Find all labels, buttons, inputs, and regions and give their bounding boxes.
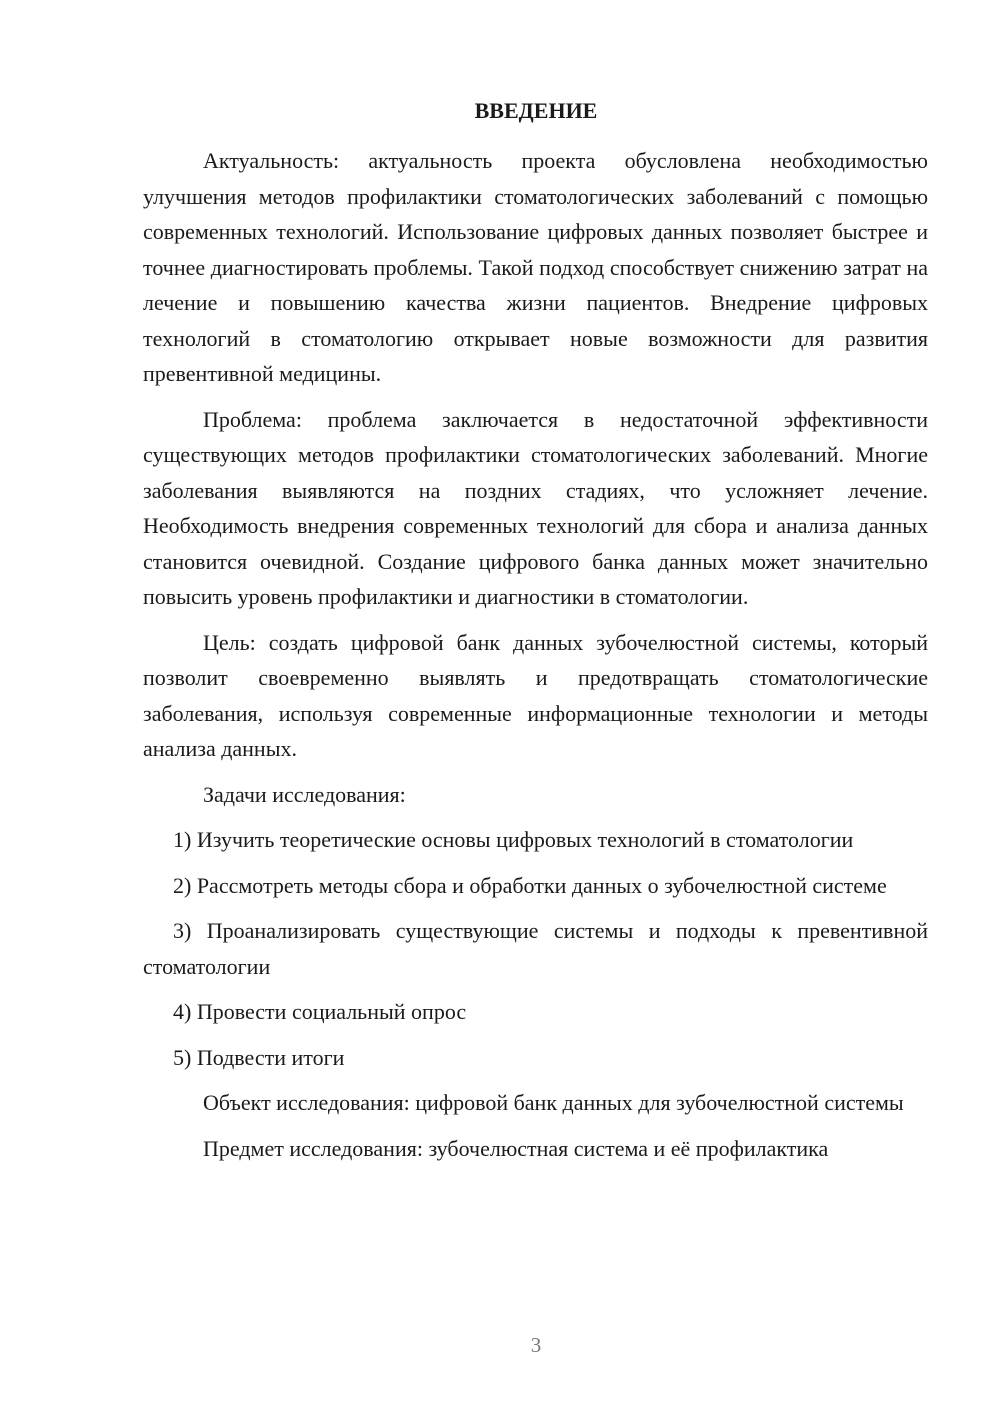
task-list-item: 5) Подвести итоги bbox=[173, 1044, 345, 1070]
task-list-item: 2) Рассмотреть методы сбора и обработки данных о зубочелюстной системе bbox=[173, 872, 887, 898]
paragraph-relevance: Актуальность: актуальность проекта обусловлена необходимостью улучшения методов профилактики стоматологических заболеваний с помощью современных технологий. Использование цифровых данных позволяет быстрее и точнее диагностировать проблемы. Такой подход способствует снижению затрат на лечение и повышению качества жизни пациентов. Внедрение цифровых технологий в стоматологию открывает новые возможности для развития превентивной медицины. bbox=[143, 148, 928, 386]
paragraph-subject: Предмет исследования: зубочелюстная система и её профилактика bbox=[203, 1135, 829, 1161]
task-list-item: 1) Изучить теоретические основы цифровых технологий в стоматологии bbox=[173, 827, 854, 852]
task-list-item: 4) Провести социальный опрос bbox=[173, 999, 467, 1024]
paragraph-object: Объект исследования: цифровой банк данных для зубочелюстной системы bbox=[203, 1090, 904, 1115]
page-number: 3 bbox=[530, 1333, 542, 1357]
paragraph-problem: Проблема: проблема заключается в недостаточной эффективности существующих методов профилактики стоматологических заболеваний. Многие заболевания выявляются на поздних стадиях, что усложняет лечение. Необходимость внедрения современных технологий для сбора и анализа данных становится очевидной. Создание цифрового банка данных может значительно повысить уровень профилактики и диагностики в стоматологии. bbox=[143, 406, 928, 609]
paragraph-goal: Цель: создать цифровой банк данных зубочелюстной системы, который позволит своевременно выявлять и предотвращать стоматологические заболевания, используя современные информационные технологии и методы анализа данных. bbox=[143, 629, 928, 761]
section-heading: ВВЕДЕНИЕ bbox=[474, 98, 598, 123]
document-body bbox=[143, 143, 928, 1176]
task-list-item: 3) Проанализировать существующие системы и подходы к превентивной стоматологии bbox=[143, 918, 928, 979]
paragraph-tasks-title: Задачи исследования: bbox=[203, 781, 406, 807]
